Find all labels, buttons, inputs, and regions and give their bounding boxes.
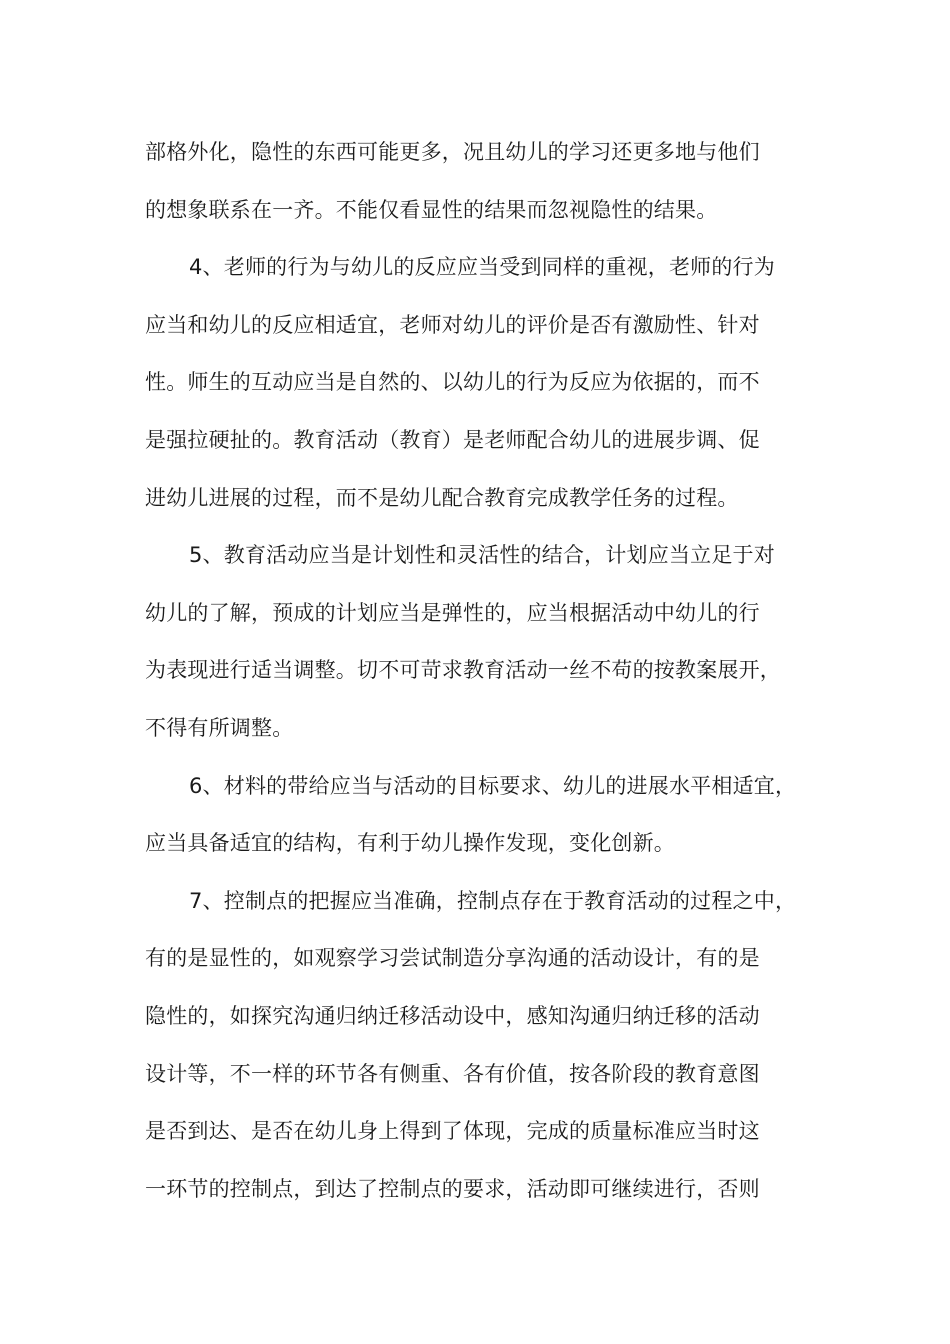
text-line: 是强拉硬扯的。教育活动（教育）是老师配合幼儿的进展步调、促: [145, 427, 760, 452]
paragraph-7-start: 7、控制点的把握应当准确，控制点存在于教育活动的过程之中，: [189, 888, 797, 913]
text-line: 隐性的，如探究沟通归纳迁移活动设中，感知沟通归纳迁移的活动: [145, 1003, 760, 1028]
text-line: 不得有所调整。: [145, 715, 294, 740]
text-line: 一环节的控制点，到达了控制点的要求，活动即可继续进行，否则: [145, 1176, 760, 1201]
text-line: 为表现进行适当调整。切不可苛求教育活动一丝不苟的按教案展开，: [145, 658, 781, 683]
text-line: 的想象联系在一齐。不能仅看显性的结果而忽视隐性的结果。: [145, 197, 718, 222]
text-line: 是否到达、是否在幼儿身上得到了体现，完成的质量标准应当时这: [145, 1119, 760, 1144]
paragraph-4-start: 4、老师的行为与幼儿的反应应当受到同样的重视，老师的行为: [189, 255, 775, 280]
text-line: 部格外化，隐性的东西可能更多，况且幼儿的学习还更多地与他们: [145, 140, 760, 164]
text-line: 应当具备适宜的结构，有利于幼儿操作发现，变化创新。: [145, 831, 675, 856]
text-line: 应当和幼儿的反应相适宜，老师对幼儿的评价是否有激励性、针对: [145, 312, 760, 337]
text-line: 进幼儿进展的过程，而不是幼儿配合教育完成教学任务的过程。: [145, 485, 739, 510]
document-body: [145, 131, 835, 1225]
text-line: 幼儿的了解，预成的计划应当是弹性的，应当根据活动中幼儿的行: [145, 600, 760, 625]
text-line: 有的是显性的，如观察学习尝试制造分享沟通的活动设计，有的是: [145, 946, 760, 971]
paragraph-5-start: 5、教育活动应当是计划性和灵活性的结合，计划应当立足于对: [189, 543, 775, 568]
paragraph-6-start: 6、材料的带给应当与活动的目标要求、幼儿的进展水平相适宜，: [189, 773, 797, 798]
text-line: 性。师生的互动应当是自然的、以幼儿的行为反应为依据的，而不: [145, 370, 760, 395]
text-line: 设计等，不一样的环节各有侧重、各有价值，按各阶段的教育意图: [145, 1061, 760, 1086]
